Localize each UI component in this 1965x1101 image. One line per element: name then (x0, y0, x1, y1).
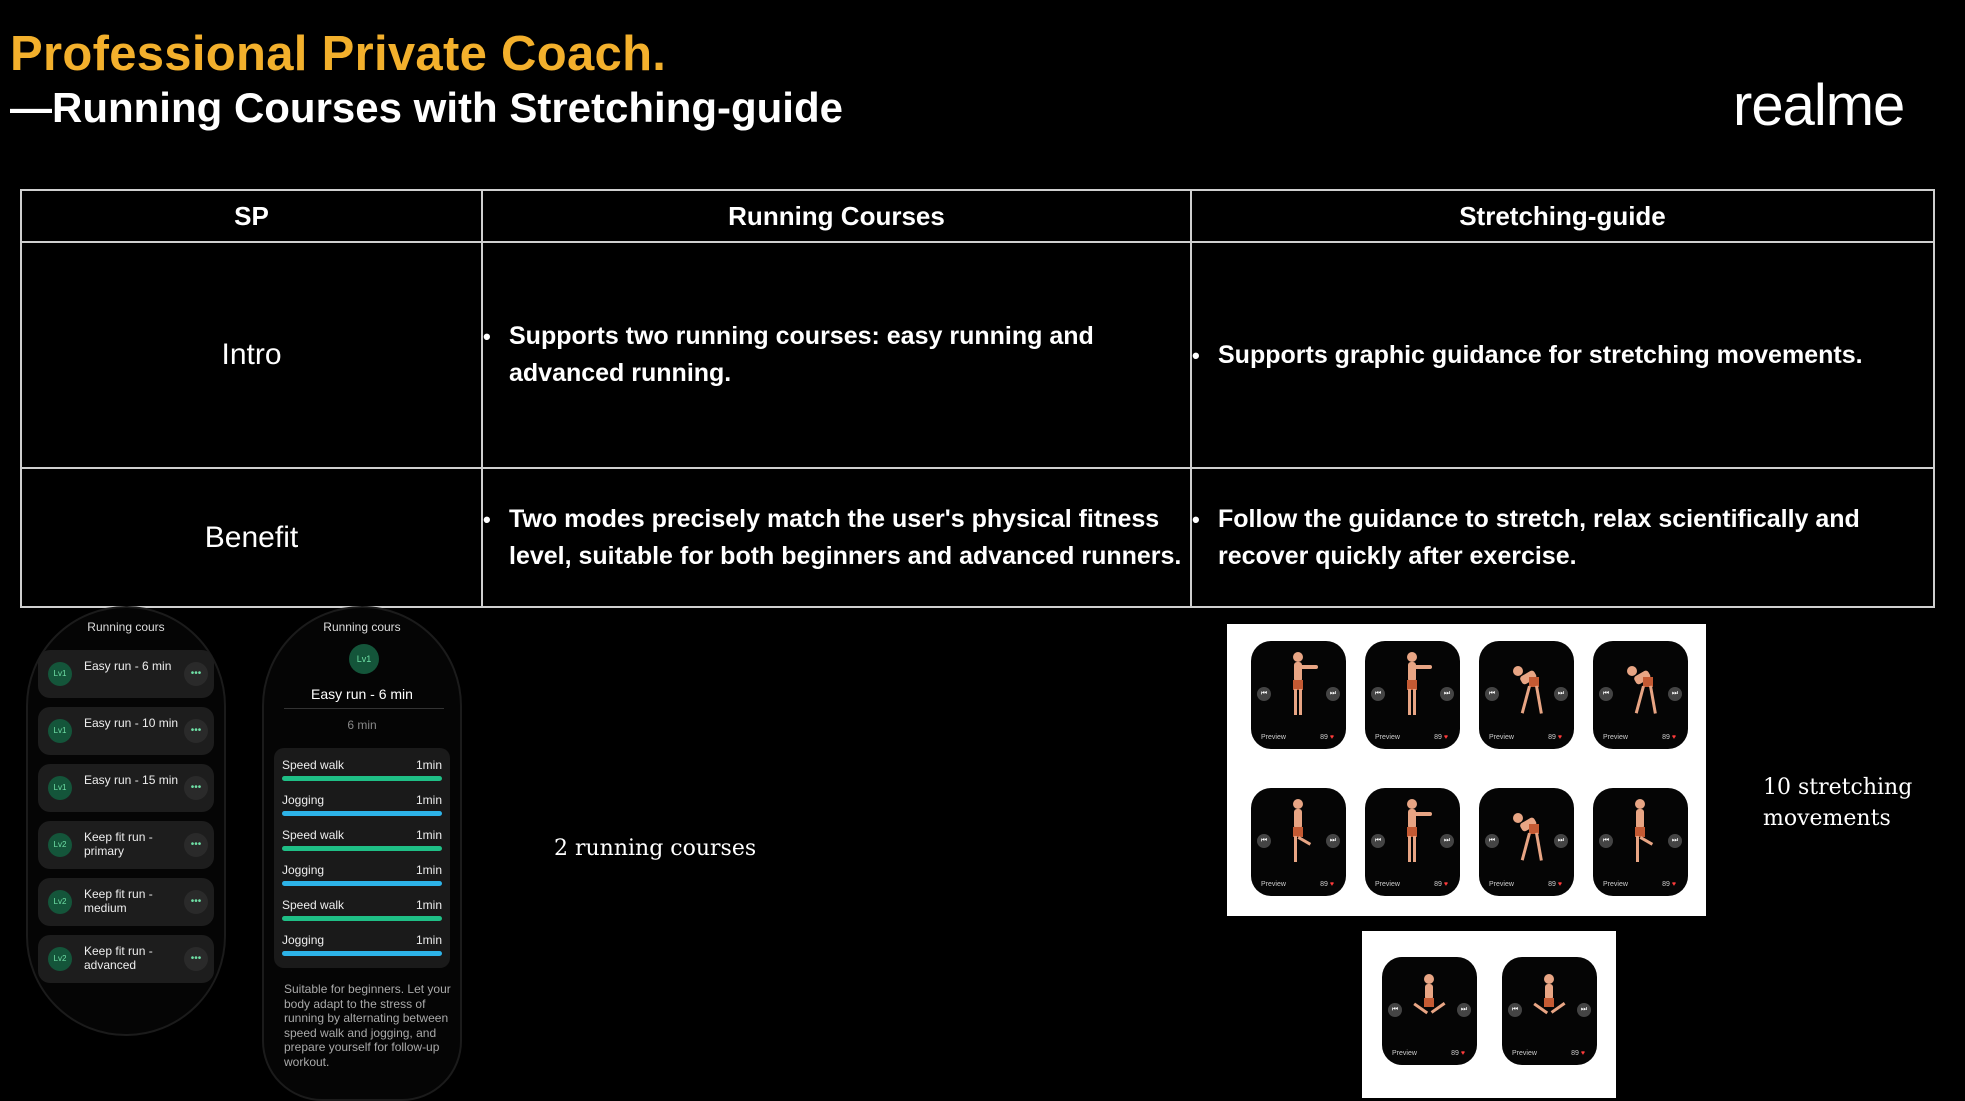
level-icon: Lv2 (48, 890, 72, 914)
next-icon[interactable]: ⏭ (1457, 1003, 1471, 1017)
stretch-thumbnail[interactable] (1593, 788, 1688, 896)
heart-icon: ♥ (1671, 881, 1676, 888)
preview-label: Preview (1375, 881, 1400, 888)
header-running-courses: Running Courses (482, 190, 1191, 242)
stretch-thumbnail[interactable] (1382, 957, 1477, 1065)
stretch-figure-icon (1529, 965, 1569, 1035)
benefit-stretching-text: • Follow the guidance to stretch, relax scientifically and recover quickly after exercise. (1192, 501, 1933, 575)
intro-stretching-cell (1191, 242, 1934, 468)
row-label-intro: Intro (21, 242, 482, 468)
course-description: Suitable for beginners. Let your body adapt to the stress of running by alternating between speed walk and jogging, and prepare yourself for follow-up workout. (284, 982, 451, 1069)
heart-count: 89 ♥ (1320, 734, 1334, 741)
segment-bar (282, 776, 442, 781)
segment-minutes: 1min (415, 863, 442, 877)
next-icon[interactable]: ⏭ (1668, 834, 1682, 848)
preview-label: Preview (1392, 1050, 1417, 1057)
course-label: Easy run - 6 min (84, 659, 172, 673)
divider (284, 708, 444, 709)
previous-icon[interactable]: ⏮ (1257, 834, 1271, 848)
next-icon[interactable]: ⏭ (1326, 834, 1340, 848)
preview-label: Preview (1603, 734, 1628, 741)
segment-bar (282, 951, 442, 956)
preview-label: Preview (1261, 734, 1286, 741)
heart-icon: ♥ (1329, 734, 1334, 741)
brand-logo: realme (1733, 73, 1905, 138)
segment-name: Jogging (282, 863, 325, 877)
level-icon: Lv2 (48, 947, 72, 971)
stretch-figure-icon (1620, 796, 1660, 866)
benefit-running-cell (482, 468, 1191, 607)
next-icon[interactable]: ⏭ (1326, 687, 1340, 701)
watch-detail-header: Running cours (323, 620, 401, 634)
heart-icon: ♥ (1671, 734, 1676, 741)
page-subtitle: —Running Courses with Stretching-guide (10, 84, 843, 131)
heart-icon: ♥ (1580, 1050, 1585, 1057)
stretch-thumbnail-sheet-extra (1362, 931, 1616, 1098)
level-icon: Lv1 (48, 662, 72, 686)
list-item[interactable] (38, 707, 214, 755)
preview-label: Preview (1375, 734, 1400, 741)
stretch-figure-icon (1506, 796, 1546, 866)
course-label: Keep fit run - advanced (84, 944, 153, 972)
stretch-thumbnail-sheet (1227, 624, 1706, 916)
benefit-stretching-cell (1191, 468, 1934, 607)
preview-label: Preview (1261, 881, 1286, 888)
stretch-thumbnail[interactable] (1593, 641, 1688, 749)
heart-count: 89 ♥ (1434, 734, 1448, 741)
preview-label: Preview (1489, 734, 1514, 741)
heart-icon: ♥ (1460, 1050, 1465, 1057)
row-label-benefit: Benefit (21, 468, 482, 607)
stretch-figure-icon (1278, 649, 1318, 719)
page-title: Professional Private Coach. (10, 27, 667, 81)
watch-course-list (26, 606, 226, 1036)
next-icon[interactable]: ⏭ (1554, 834, 1568, 848)
heart-count: 89 ♥ (1548, 734, 1562, 741)
more-icon[interactable]: ••• (184, 719, 208, 743)
segment-row (282, 929, 442, 964)
list-item[interactable] (38, 821, 214, 869)
stretch-thumbnail[interactable] (1365, 788, 1460, 896)
level-icon: Lv1 (48, 776, 72, 800)
heart-icon: ♥ (1329, 881, 1334, 888)
preview-label: Preview (1489, 881, 1514, 888)
more-icon[interactable]: ••• (184, 776, 208, 800)
preview-label: Preview (1512, 1050, 1537, 1057)
stretch-figure-icon (1278, 796, 1318, 866)
segment-row (282, 824, 442, 859)
running-caption: 2 running courses (554, 836, 757, 861)
preview-label: Preview (1603, 881, 1628, 888)
previous-icon[interactable]: ⏮ (1599, 687, 1613, 701)
course-title: Easy run - 6 min (311, 686, 413, 702)
watch-course-detail (262, 606, 462, 1101)
heart-icon: ♥ (1443, 881, 1448, 888)
segment-row (282, 754, 442, 789)
previous-icon[interactable]: ⏮ (1257, 687, 1271, 701)
next-icon[interactable]: ⏭ (1440, 834, 1454, 848)
segment-name: Jogging (282, 793, 325, 807)
segment-panel (274, 748, 450, 968)
heart-count: 89 ♥ (1662, 881, 1676, 888)
table-row (21, 242, 1934, 468)
more-icon[interactable]: ••• (184, 947, 208, 971)
stretch-thumbnail[interactable] (1479, 788, 1574, 896)
watch-list-header: Running cours (87, 620, 165, 634)
segment-bar (282, 846, 442, 851)
segment-bar (282, 916, 442, 921)
more-icon[interactable]: ••• (184, 833, 208, 857)
heart-count: 89 ♥ (1571, 1050, 1585, 1057)
previous-icon[interactable]: ⏮ (1508, 1003, 1522, 1017)
course-label: Easy run - 15 min (84, 773, 179, 787)
heart-count: 89 ♥ (1451, 1050, 1465, 1057)
table-row (21, 468, 1934, 607)
segment-minutes: 1min (415, 933, 442, 947)
header-stretching-guide: Stretching-guide (1191, 190, 1934, 242)
course-label: Keep fit run - primary (84, 830, 153, 858)
next-icon[interactable]: ⏭ (1577, 1003, 1591, 1017)
stretch-thumbnail[interactable] (1502, 957, 1597, 1065)
segment-name: Jogging (282, 933, 325, 947)
stretch-thumbnail[interactable] (1251, 788, 1346, 896)
level-icon: Lv2 (48, 833, 72, 857)
heart-count: 89 ♥ (1662, 734, 1676, 741)
more-icon[interactable]: ••• (184, 890, 208, 914)
previous-icon[interactable]: ⏮ (1485, 834, 1499, 848)
stretch-figure-icon (1409, 965, 1449, 1035)
list-item[interactable] (38, 878, 214, 926)
heart-icon: ♥ (1443, 734, 1448, 741)
stretch-figure-icon (1620, 649, 1660, 719)
stretching-caption: 10 stretching movements (1763, 775, 1913, 831)
stretch-figure-icon (1392, 796, 1432, 866)
segment-bar (282, 881, 442, 886)
comparison-table (20, 189, 1935, 608)
course-duration: 6 min (347, 718, 377, 732)
intro-stretching-text: • Supports graphic guidance for stretching movements. (1192, 337, 1933, 374)
list-item[interactable] (38, 764, 214, 812)
heart-count: 89 ♥ (1434, 881, 1448, 888)
segment-name: Speed walk (282, 898, 345, 912)
level-icon: Lv1 (349, 644, 379, 674)
stretch-figure-icon (1506, 649, 1546, 719)
intro-running-cell (482, 242, 1191, 468)
segment-minutes: 1min (415, 828, 442, 842)
segment-row (282, 789, 442, 824)
course-label: Keep fit run - medium (84, 887, 153, 915)
stretch-thumbnail[interactable] (1365, 641, 1460, 749)
heart-icon: ♥ (1557, 881, 1562, 888)
segment-name: Speed walk (282, 828, 345, 842)
stretch-figure-icon (1392, 649, 1432, 719)
segment-minutes: 1min (415, 793, 442, 807)
list-item[interactable] (38, 935, 214, 983)
segment-name: Speed walk (282, 758, 345, 772)
previous-icon[interactable]: ⏮ (1388, 1003, 1402, 1017)
previous-icon[interactable]: ⏮ (1371, 687, 1385, 701)
more-icon[interactable]: ••• (184, 662, 208, 686)
stretch-thumbnail[interactable] (1479, 641, 1574, 749)
course-label: Easy run - 10 min (84, 716, 179, 730)
previous-icon[interactable]: ⏮ (1371, 834, 1385, 848)
segment-row (282, 859, 442, 894)
header-sp: SP (21, 190, 482, 242)
previous-icon[interactable]: ⏮ (1599, 834, 1613, 848)
segment-minutes: 1min (415, 898, 442, 912)
intro-running-text: • Supports two running courses: easy running and advanced running. (483, 318, 1190, 392)
benefit-running-text: • Two modes precisely match the user's physical fitness level, suitable for both beginners and advanced runners. (483, 501, 1190, 575)
segment-row (282, 894, 442, 929)
next-icon[interactable]: ⏭ (1554, 687, 1568, 701)
list-item[interactable] (38, 650, 214, 698)
next-icon[interactable]: ⏭ (1668, 687, 1682, 701)
stretch-thumbnail[interactable] (1251, 641, 1346, 749)
level-icon: Lv1 (48, 719, 72, 743)
table-header-row (21, 190, 1934, 242)
heart-count: 89 ♥ (1320, 881, 1334, 888)
segment-minutes: 1min (415, 758, 442, 772)
next-icon[interactable]: ⏭ (1440, 687, 1454, 701)
segment-bar (282, 811, 442, 816)
heart-icon: ♥ (1557, 734, 1562, 741)
heart-count: 89 ♥ (1548, 881, 1562, 888)
previous-icon[interactable]: ⏮ (1485, 687, 1499, 701)
